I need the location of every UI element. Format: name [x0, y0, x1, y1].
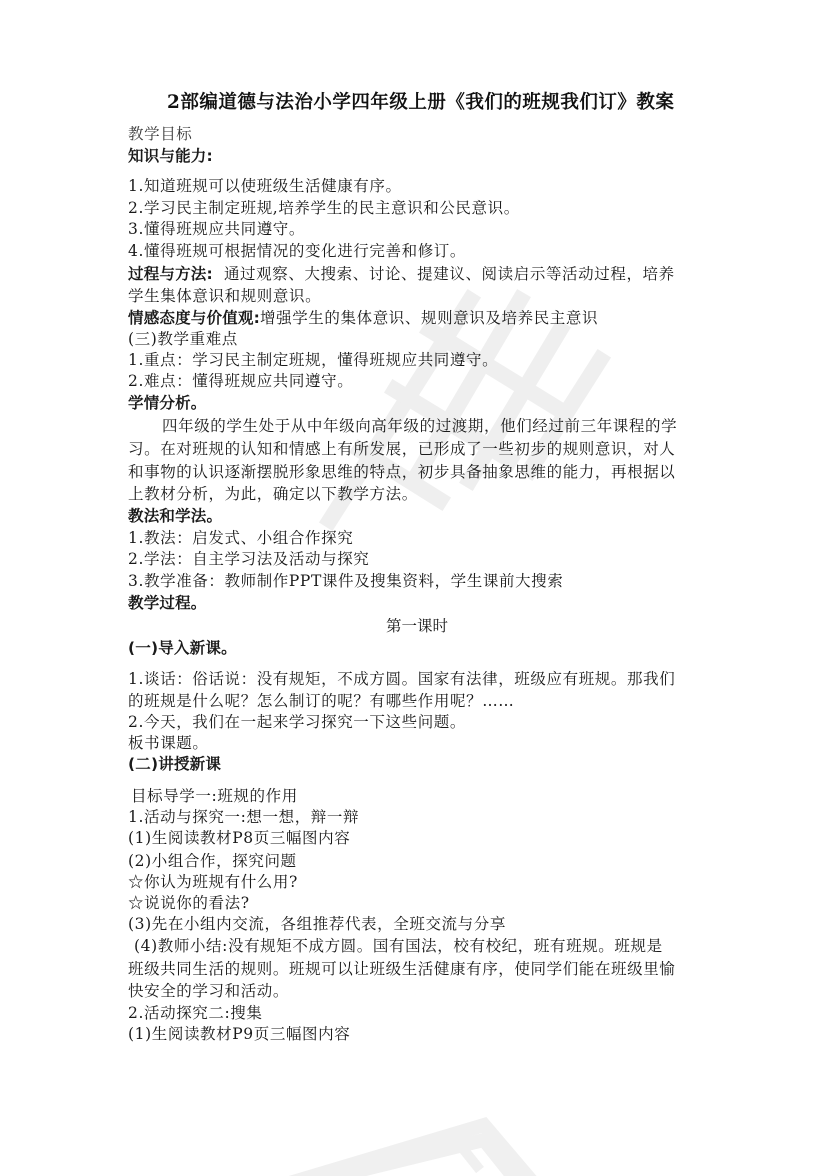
- part2-line: (1)生阅读教材P8页三幅图内容: [128, 829, 351, 847]
- part2-heading: (二)讲授新课: [128, 755, 222, 773]
- key-difficult-heading: (三)教学重难点: [128, 330, 238, 348]
- part2-line: 快安全的学习和活动。: [128, 982, 290, 1000]
- part2-line: 目标导学一:班规的作用: [131, 787, 298, 805]
- part1-line: 的班规是什么呢？怎么制订的呢？有哪些作用呢？……: [128, 692, 515, 710]
- part1-line: 1.谈话：俗话说：没有规矩，不成方圆。国家有法律，班级应有班规。那我们: [128, 670, 676, 688]
- method-item: 2.学法：自主学习法及活动与探究: [128, 550, 370, 568]
- learning-analysis-line: 和事物的认识逐渐摆脱形象思维的特点，初步具备抽象思维的能力，再根据以: [128, 463, 676, 481]
- learning-analysis-line: 四年级的学生处于从中年级向高年级的过渡期，他们经过前三年课程的学: [162, 417, 678, 435]
- teaching-goals-label: 教学目标: [128, 125, 193, 143]
- method-item: 1.教法：启发式、小组合作探究: [128, 529, 354, 547]
- part1-line: 板书课题。: [128, 734, 209, 752]
- part2-line: (2)小组合作，探究问题: [128, 852, 297, 870]
- lesson-label: 第一课时: [385, 617, 448, 635]
- part2-line: (1)生阅读教材P9页三幅图内容: [128, 1025, 351, 1043]
- methods-heading: 教法和学法。: [128, 507, 223, 525]
- part2-line: (4)教师小结:没有规矩不成方圆。国有国法，校有校纪，班有班规。班规是: [134, 937, 663, 955]
- part2-line: 班级共同生活的规则。班规可以让班级生活健康有序，使同学们能在班级里愉: [128, 960, 676, 978]
- star-question: ☆说说你的看法?: [128, 894, 250, 912]
- goal-item: 2.学习民主制定班规,培养学生的民主意识和公民意识。: [128, 199, 520, 217]
- document-title: 2部编道德与法治小学四年级上册《我们的班规我们订》教案: [167, 92, 675, 113]
- process-method-text-cont: 学生集体意识和规则意识。: [128, 287, 322, 305]
- emotion-values-heading: 情感态度与价值观:: [128, 309, 260, 327]
- goal-item: 3.懂得班规应共同遵守。: [128, 220, 305, 238]
- goal-item: 4.懂得班规可根据情况的变化进行完善和修订。: [128, 242, 466, 260]
- process-method-heading: 过程与方法:: [128, 265, 213, 283]
- process-method-paragraph: [128, 264, 675, 285]
- learning-analysis-line: 习。在对班规的认知和情感上有所发展，已形成了一些初步的规则意识，对人: [128, 440, 676, 458]
- part2-line: 1.活动与探究一:想一想，辩一辩: [128, 808, 360, 826]
- difficult-point-item: 2.难点：懂得班规应共同遵守。: [128, 372, 354, 390]
- knowledge-ability-heading: 知识与能力:: [128, 147, 213, 165]
- part1-heading: (一)导入新课。: [128, 639, 237, 657]
- part1-line: 2.今天，我们在一起来学习探究一下这些问题。: [128, 713, 466, 731]
- process-method-text: 通过观察、大搜索、讨论、提建议、阅读启示等活动过程，培养: [212, 265, 675, 283]
- part2-line: (3)先在小组内交流，各组推荐代表，全班交流与分享: [128, 915, 506, 933]
- star-question: ☆你认为班规有什么用?: [128, 873, 298, 891]
- part2-line: 2.活动探究二:搜集: [128, 1004, 263, 1022]
- learning-analysis-line: 上教材分析，为此，确定以下教学方法。: [128, 485, 418, 503]
- learning-analysis-heading: 学情分析。: [128, 394, 207, 412]
- process-heading: 教学过程。: [128, 594, 207, 612]
- emotion-values-paragraph: [128, 308, 598, 329]
- key-point-item: 1.重点：学习民主制定班规，懂得班规应共同遵守。: [128, 351, 499, 369]
- goal-item: 1.知道班规可以使班级生活健康有序。: [128, 177, 402, 195]
- method-item: 3.教学准备：教师制作PPT课件及搜集资料，学生课前大搜索: [128, 572, 564, 590]
- emotion-values-text: 增强学生的集体意识、规则意识及培养民主意识: [260, 309, 599, 327]
